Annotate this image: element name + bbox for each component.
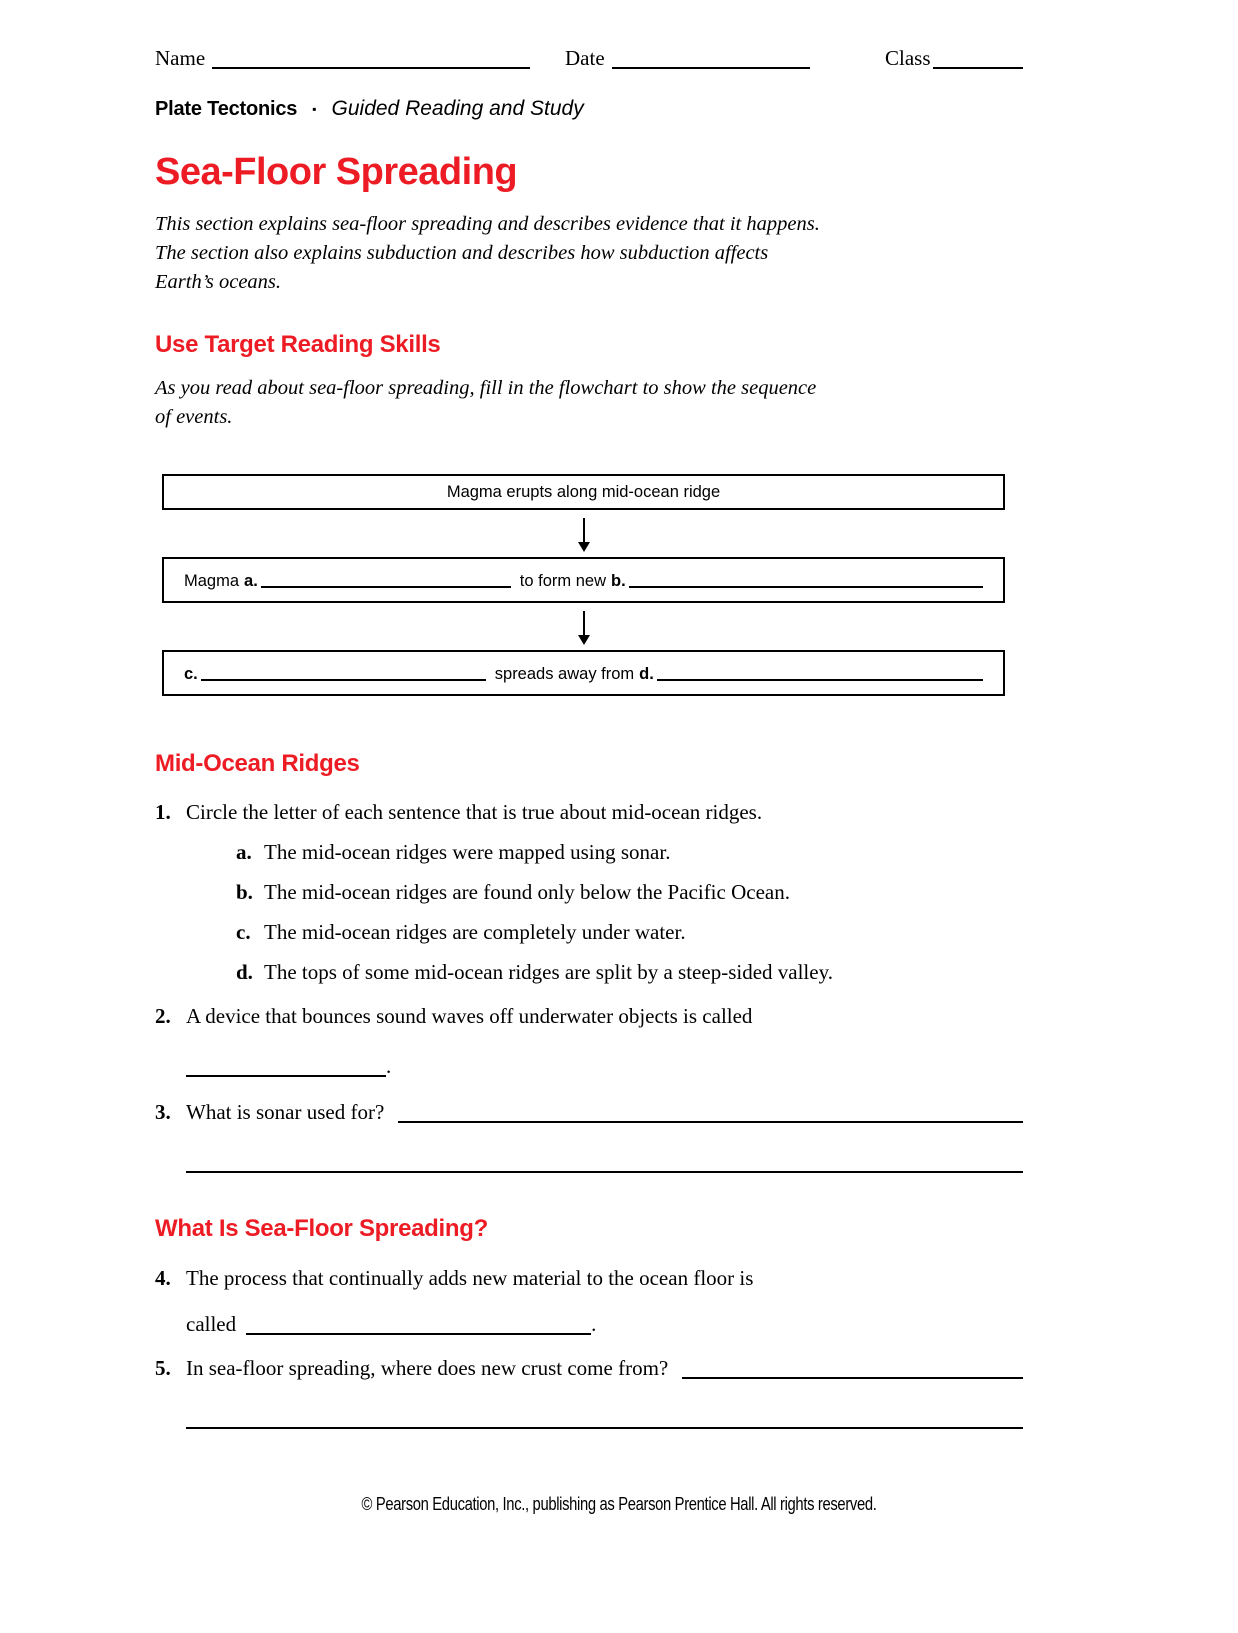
answer-line-row xyxy=(186,1311,1023,1337)
name-field xyxy=(155,46,530,71)
question-text: A device that bounces sound waves off underwater objects is called xyxy=(186,1004,753,1028)
question-1 xyxy=(155,799,1023,985)
question-text: What is sonar used for? xyxy=(186,1100,385,1124)
question-text: Circle the letter of each sentence that is true about mid-ocean ridges. xyxy=(186,800,763,824)
question-4 xyxy=(155,1265,1023,1337)
question-body xyxy=(186,1099,1023,1173)
arrow-head xyxy=(578,635,590,645)
question-text: In sea-floor spreading, where does new crust come from? xyxy=(186,1356,669,1380)
called-label: called xyxy=(186,1312,237,1336)
unit-series-row xyxy=(155,97,1023,121)
intro-line: Earth’s oceans. xyxy=(155,271,282,293)
box2-mid-text: to form new xyxy=(519,572,606,590)
instruction-line: of events. xyxy=(155,406,233,428)
series-title: Guided Reading and Study xyxy=(331,97,584,120)
option-letter: d. xyxy=(236,960,253,984)
question-text: The process that continually adds new material to the ocean floor is xyxy=(186,1266,754,1290)
question-number: 5. xyxy=(155,1356,171,1380)
mid-ocean-ridges-heading: Mid-Ocean Ridges xyxy=(155,750,360,777)
answer-blank-line xyxy=(186,1074,386,1077)
option-text: The mid-ocean ridges were mapped using sonar. xyxy=(264,840,671,864)
box2-blank-b xyxy=(629,572,983,588)
answer-continuation-line xyxy=(186,1170,1023,1173)
question-row xyxy=(186,1355,1023,1381)
instruction-line: As you read about sea-floor spreading, fill in the flowchart to show the sequence xyxy=(155,377,817,399)
option-text: The tops of some mid-ocean ridges are split by a steep-sided valley. xyxy=(264,960,833,984)
option-c xyxy=(236,919,1023,945)
period: . xyxy=(591,1312,597,1336)
answer-blank-line xyxy=(682,1376,1023,1379)
question-body xyxy=(186,799,1023,985)
page-title: Sea-Floor Spreading xyxy=(155,151,518,193)
down-arrow-icon xyxy=(162,510,1005,557)
box2-blank-a xyxy=(261,572,511,588)
period: . xyxy=(386,1054,392,1078)
question-5 xyxy=(155,1355,1023,1429)
option-letter: b. xyxy=(236,880,253,904)
flowchart-box-1-text: Magma erupts along mid-ocean ridge xyxy=(446,482,721,501)
box3-label-d: d. xyxy=(639,665,654,683)
target-reading-skills-heading: Use Target Reading Skills xyxy=(155,331,441,358)
sequence-flowchart xyxy=(162,474,1005,696)
answer-line-row xyxy=(186,1053,1023,1079)
question-number: 2. xyxy=(155,1004,171,1028)
option-letter: c. xyxy=(236,920,251,944)
flowchart-box-1 xyxy=(162,474,1005,510)
option-b xyxy=(236,879,1023,905)
square-bullet-icon: ▪ xyxy=(312,102,317,116)
copyright-text: © Pearson Education, Inc., publishing as Pearson Prentice Hall. All rights reserved. xyxy=(361,1494,877,1514)
date-label: Date xyxy=(565,46,605,70)
option-text: The mid-ocean ridges are found only below the Pacific Ocean. xyxy=(264,880,790,904)
date-blank-line xyxy=(612,66,810,69)
copyright-footer xyxy=(0,1494,1238,1515)
box2-pre-text: Magma xyxy=(184,572,240,590)
question-body xyxy=(186,1003,1023,1079)
name-blank-line xyxy=(212,66,530,69)
question-3 xyxy=(155,1099,1023,1173)
intro-line: This section explains sea-floor spreading and describes evidence that it happens. xyxy=(155,213,820,235)
unit-title: Plate Tectonics xyxy=(155,97,298,120)
question-number: 3. xyxy=(155,1100,171,1124)
option-text: The mid-ocean ridges are completely under water. xyxy=(264,920,686,944)
box3-blank-d xyxy=(657,665,983,681)
question-2 xyxy=(155,1003,1023,1079)
answer-continuation-line xyxy=(186,1426,1023,1429)
flowchart-box-3 xyxy=(162,650,1005,696)
down-arrow-icon xyxy=(162,603,1005,650)
class-label: Class xyxy=(885,46,931,70)
box2-label-a: a. xyxy=(244,572,258,590)
name-date-class-row xyxy=(155,46,1023,71)
answer-blank-line xyxy=(246,1332,591,1335)
box2-label-b: b. xyxy=(611,572,626,590)
target-reading-instructions xyxy=(155,374,1023,432)
name-label: Name xyxy=(155,46,206,70)
flowchart-box-2 xyxy=(162,557,1005,603)
question-body xyxy=(186,1355,1023,1429)
option-a xyxy=(236,839,1023,865)
option-letter: a. xyxy=(236,840,252,864)
option-d xyxy=(236,959,1023,985)
arrow-shaft xyxy=(583,611,585,637)
arrow-head xyxy=(578,542,590,552)
box3-mid-text: spreads away from xyxy=(494,665,635,683)
date-field xyxy=(565,46,810,71)
intro-line: The section also explains subduction and describes how subduction affects xyxy=(155,242,769,264)
question-number: 4. xyxy=(155,1266,171,1290)
question-number: 1. xyxy=(155,800,171,824)
sea-floor-spreading-heading: What Is Sea-Floor Spreading? xyxy=(155,1215,488,1242)
box3-label-c: c. xyxy=(184,665,198,683)
intro-paragraph xyxy=(155,210,1023,297)
box3-blank-c xyxy=(201,665,486,681)
answer-blank-line xyxy=(398,1120,1023,1123)
question-body xyxy=(186,1265,1023,1337)
class-field xyxy=(885,46,1023,71)
arrow-shaft xyxy=(583,518,585,544)
page-content xyxy=(155,0,1023,1429)
question-row xyxy=(186,1099,1023,1125)
class-blank-line xyxy=(933,66,1023,69)
